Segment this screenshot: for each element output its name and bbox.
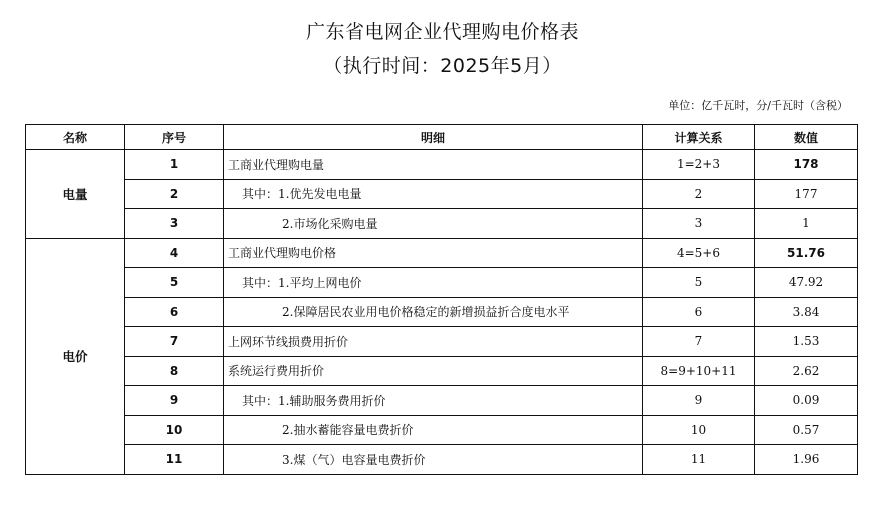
row-seq: 6 [125, 297, 224, 327]
row-calc: 4=5+6 [643, 238, 755, 268]
row-detail: 其中：1.优先发电电量 [224, 179, 643, 209]
page-subtitle: （执行时间：2025年5月） [323, 55, 562, 77]
table-row [26, 445, 858, 475]
row-value: 1.96 [755, 445, 858, 475]
row-detail: 系统运行费用折价 [224, 356, 643, 386]
row-seq: 10 [125, 415, 224, 445]
page-title: 广东省电网企业代理购电价格表 [305, 21, 579, 43]
row-value: 51.76 [755, 238, 858, 268]
row-value: 1.53 [755, 327, 858, 357]
row-seq: 1 [125, 150, 224, 180]
row-detail: 2.市场化采购电量 [224, 209, 643, 239]
row-detail: 其中：1.平均上网电价 [224, 268, 643, 298]
row-calc: 11 [643, 445, 755, 475]
row-calc: 3 [643, 209, 755, 239]
table-row [26, 238, 858, 268]
row-value: 2.62 [755, 356, 858, 386]
price-table [25, 124, 858, 475]
row-calc: 10 [643, 415, 755, 445]
row-detail: 工商业代理购电量 [224, 150, 643, 180]
row-detail: 2.保障居民农业用电价格稳定的新增损益折合度电水平 [224, 297, 643, 327]
row-value: 178 [755, 150, 858, 180]
row-seq: 7 [125, 327, 224, 357]
row-value: 1 [755, 209, 858, 239]
row-value: 3.84 [755, 297, 858, 327]
table-row [26, 268, 858, 298]
row-detail: 上网环节线损费用折价 [224, 327, 643, 357]
row-calc: 9 [643, 386, 755, 416]
row-detail: 工商业代理购电价格 [224, 238, 643, 268]
header-detail: 明细 [224, 125, 643, 150]
row-detail: 3.煤（气）电容量电费折价 [224, 445, 643, 475]
row-calc: 6 [643, 297, 755, 327]
row-seq: 8 [125, 356, 224, 386]
table-row [26, 386, 858, 416]
table-header-row [26, 125, 858, 150]
table-row [26, 415, 858, 445]
group-energy: 电量 [26, 150, 125, 239]
row-calc: 1=2+3 [643, 150, 755, 180]
header-name: 名称 [26, 125, 125, 150]
header-calc: 计算关系 [643, 125, 755, 150]
row-calc: 7 [643, 327, 755, 357]
table-row [26, 150, 858, 180]
table-row [26, 209, 858, 239]
header-value: 数值 [755, 125, 858, 150]
row-value: 0.09 [755, 386, 858, 416]
group-price: 电价 [26, 238, 125, 474]
table-row [26, 179, 858, 209]
row-calc: 8=9+10+11 [643, 356, 755, 386]
row-seq: 2 [125, 179, 224, 209]
row-value: 177 [755, 179, 858, 209]
row-calc: 2 [643, 179, 755, 209]
row-seq: 3 [125, 209, 224, 239]
row-value: 47.92 [755, 268, 858, 298]
unit-note: 单位：亿千瓦时，分/千瓦时（含税） [668, 99, 848, 112]
row-seq: 11 [125, 445, 224, 475]
row-detail: 其中：1.辅助服务费用折价 [224, 386, 643, 416]
table-row [26, 356, 858, 386]
row-seq: 9 [125, 386, 224, 416]
row-detail: 2.抽水蓄能容量电费折价 [224, 415, 643, 445]
table-row [26, 297, 858, 327]
row-value: 0.57 [755, 415, 858, 445]
row-seq: 4 [125, 238, 224, 268]
table-row [26, 327, 858, 357]
row-calc: 5 [643, 268, 755, 298]
header-seq: 序号 [125, 125, 224, 150]
row-seq: 5 [125, 268, 224, 298]
